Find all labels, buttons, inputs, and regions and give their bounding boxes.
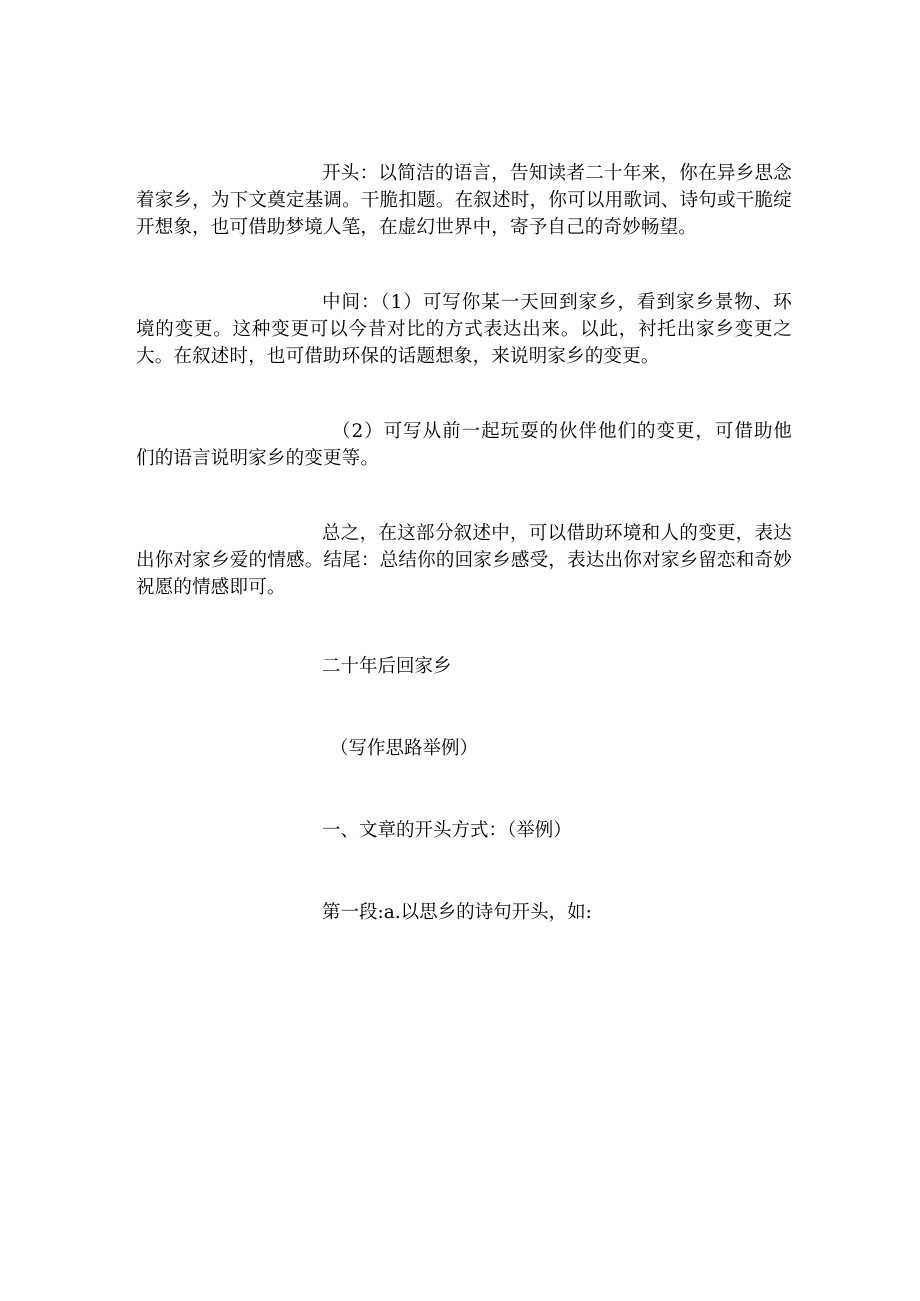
section-heading-one: 一、文章的开头方式：（举例） <box>322 820 572 841</box>
paragraph-middle: 中间：（1）可写你某一天回到家乡，看到家乡景物、环境的变更。这种变更可以今昔对比的方式表达出来。以此，衬托出家乡变更之大。在叙述时，也可借助环保的话题想象，来说明家乡的变更。 <box>136 292 792 367</box>
paragraph-middle-2: （2）可写从前一起玩耍的伙伴他们的变更，可借助他们的语言说明家乡的变更等。 <box>136 421 792 469</box>
paragraph-opening: 开头：以简洁的语言，告知读者二十年来，你在异乡思念着家乡，为下文奠定基调。干脆扣题。在叙述时，你可以用歌词、诗句或干脆绽开想象，也可借助梦境人笔，在虚幻世界中，寄予自己的奇妙畅望。 <box>136 163 792 238</box>
first-paragraph-example: 第一段:a.以思乡的诗句开头，如: <box>322 902 592 923</box>
paragraph-summary: 总之，在这部分叙述中，可以借助环境和人的变更，表达出你对家乡爱的情感。结尾：总结你的回家乡感受，表达出你对家乡留恋和奇妙祝愿的情感即可。 <box>136 523 792 598</box>
essay-subtitle: （写作思路举例） <box>330 738 479 759</box>
essay-title: 二十年后回家乡 <box>322 656 452 677</box>
